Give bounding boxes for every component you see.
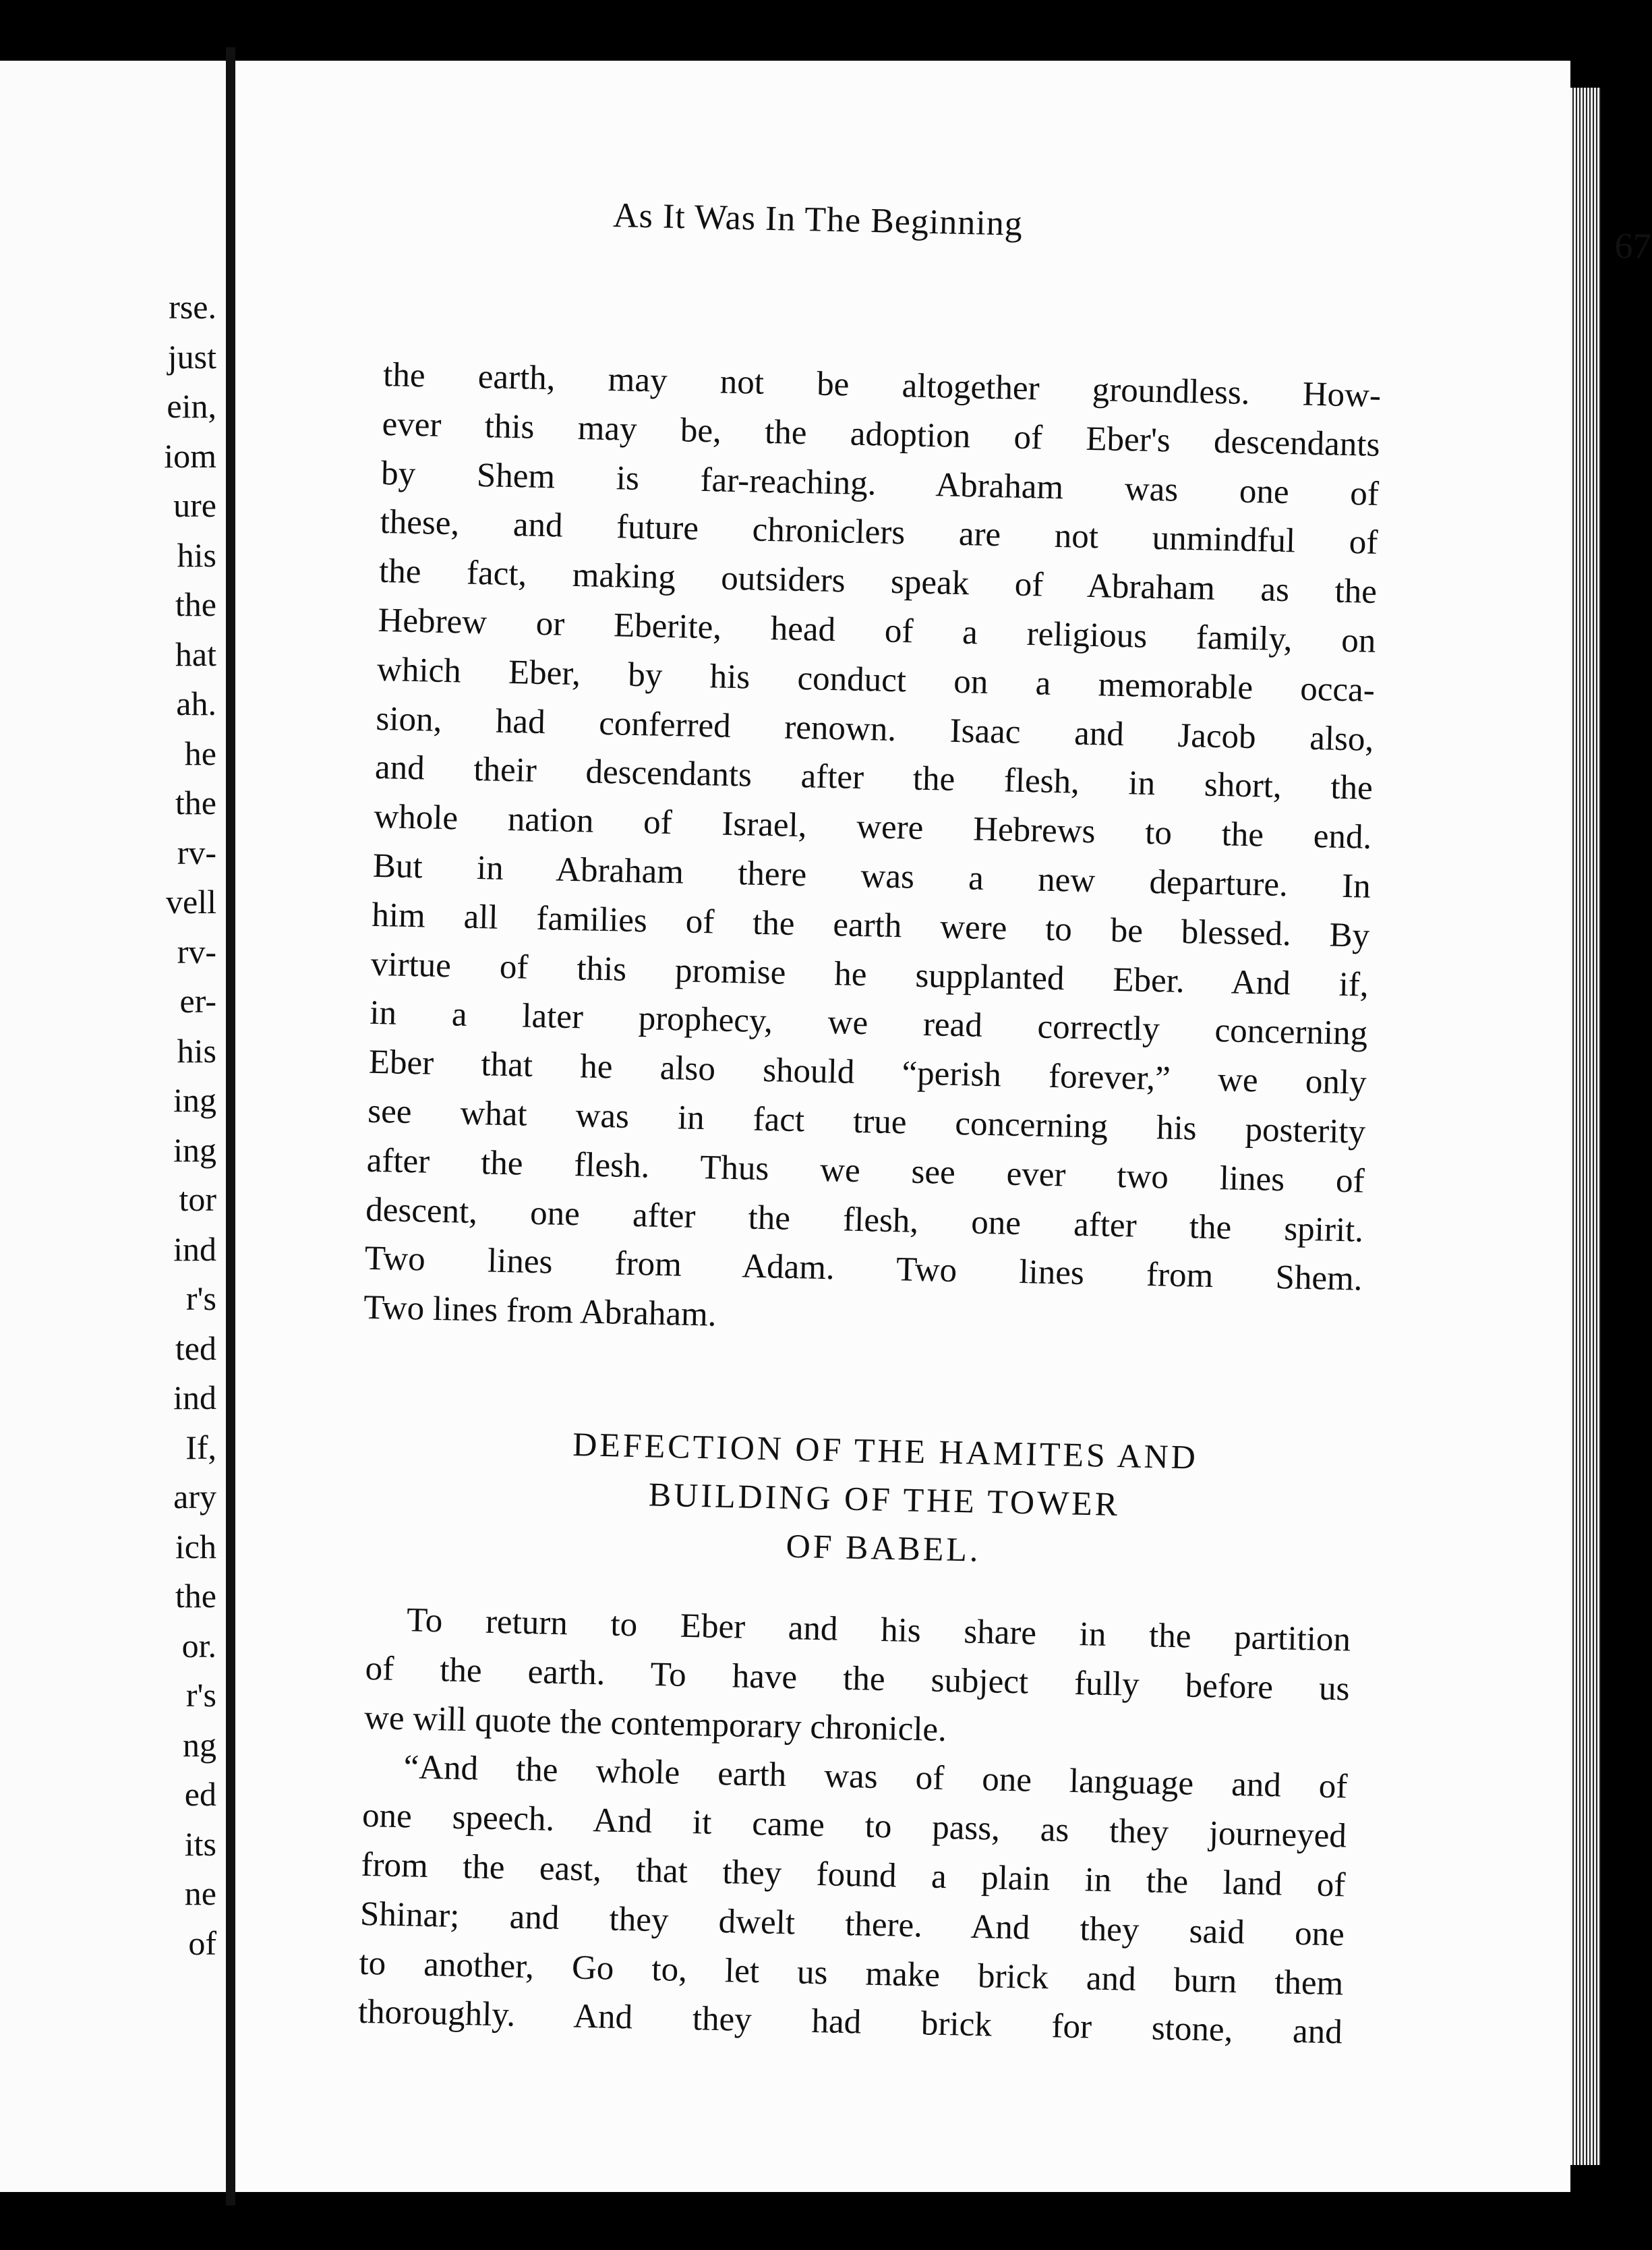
facing-page-fragment: ind [173, 1230, 216, 1268]
text-line: from the east, that they found a plain in the land of [361, 1845, 1346, 1905]
text-line: to another, Go to, let us make brick and burn them [358, 1944, 1344, 2003]
facing-page-fragment: vell [166, 883, 216, 921]
text-line: one speech. And it came to pass, as they journeyed [361, 1797, 1347, 1855]
facing-page-fragment: If, [185, 1428, 216, 1466]
text-line: virtue of this promise he supplanted Eber. And if, [370, 945, 1369, 1004]
section-body [357, 1595, 1351, 2058]
section-heading [407, 1416, 1361, 1582]
text-line: which Eber, by his conduct on a memorable occa- [376, 650, 1376, 710]
text-line: Hebrew or Eberite, head of a religious family, on [378, 601, 1376, 660]
facing-page-fragment: the [175, 585, 216, 623]
text-line: after the flesh. Thus we see ever two lines of [366, 1141, 1365, 1201]
heading-line: BUILDING OF THE TOWER [648, 1475, 1121, 1524]
text-line: ever this may be, the adoption of Eber's descendants [382, 405, 1380, 464]
heading-line: OF BABEL. [786, 1526, 982, 1569]
facing-page-fragment: iom [164, 436, 216, 475]
text-line: and their descendants after the flesh, in short, the [374, 749, 1374, 808]
facing-page-fragment: the [175, 784, 216, 821]
paragraph-continued [363, 351, 1382, 1354]
text-line: Two lines from Adam. Two lines from Shem. [364, 1240, 1363, 1299]
facing-page-fragment: ng [183, 1725, 216, 1764]
facing-page-fragment: its [184, 1824, 216, 1863]
text-line: Two lines from Abraham. [363, 1288, 717, 1334]
heading-line: DEFECTION OF THE HAMITES AND [572, 1425, 1199, 1476]
text-line: whole nation of Israel, were Hebrews to the end. [373, 798, 1372, 857]
facing-page-strip [0, 61, 226, 2192]
text-line: “And the whole earth was of one language and of [403, 1748, 1348, 1806]
facing-page-fragment: or. [181, 1626, 216, 1665]
page-edge-stack [1570, 88, 1601, 2165]
text-line: of the earth. To have the subject fully before us [365, 1649, 1350, 1708]
book-gutter [226, 47, 235, 2205]
text-line: Eber that he also should “perish forever,” we only [368, 1043, 1367, 1102]
facing-page-fragment: er- [179, 982, 216, 1020]
facing-page-fragment: the [175, 1577, 216, 1615]
facing-page-fragment: of [188, 1924, 216, 1962]
facing-page-fragment: rse. [169, 288, 216, 326]
facing-page-fragment: rv- [177, 932, 216, 971]
facing-page-fragment: r's [185, 1279, 216, 1317]
facing-page-fragment: ah. [176, 685, 216, 722]
text-line: him all families of the earth were to be blessed. By [371, 896, 1370, 955]
facing-page-fragment: just [167, 337, 216, 376]
facing-page-fragment: ted [175, 1329, 216, 1367]
text-line: Shinar; and they dwelt there. And they said one [359, 1895, 1345, 1954]
facing-page-fragment: tor [179, 1180, 216, 1218]
text-line: descent, one after the flesh, one after the spirit. [365, 1190, 1364, 1250]
facing-page-fragment: ne [184, 1874, 216, 1912]
facing-page-fragment: his [177, 1031, 216, 1070]
running-head [612, 196, 1651, 271]
text-line: in a later prophecy, we read correctly concerning [369, 994, 1368, 1054]
facing-page-fragment: ure [173, 486, 216, 524]
text-line: To return to Eber and his share in the partition [406, 1601, 1351, 1659]
facing-page-fragment: hat [175, 635, 216, 673]
text-line: we will quote the contemporary chronicle. [363, 1698, 947, 1749]
text-line: these, and future chroniclers are not unmindful of [380, 503, 1378, 562]
text-line: sion, had conferred renown. Isaac and Jacob also, [375, 699, 1374, 759]
facing-page-fragment: ed [184, 1775, 216, 1813]
text-line: thoroughly. And they had brick for stone, and [357, 1993, 1343, 2052]
facing-page-fragment: rv- [177, 833, 216, 871]
text-line: see what was in fact true concerning his posterity [367, 1092, 1366, 1151]
facing-page-fragment: his [177, 536, 216, 574]
page-number: 67 [1614, 225, 1652, 267]
facing-page-fragment: r's [185, 1676, 216, 1714]
facing-page-fragment: ing [173, 1130, 216, 1169]
facing-page-fragment: ary [173, 1478, 216, 1516]
facing-page-fragment: ing [173, 1081, 216, 1119]
running-title: As It Was In The Beginning [612, 196, 1024, 243]
text-line: the earth, may not be altogether groundless. How- [382, 355, 1382, 415]
facing-page-fragment: he [184, 734, 216, 772]
text-line: But in Abraham there was a new departure. In [372, 846, 1371, 906]
facing-page-fragment: ind [173, 1379, 216, 1416]
book-page [235, 61, 1652, 2192]
facing-page-fragment: ein, [167, 387, 216, 425]
text-line: the fact, making outsiders speak of Abraham as the [378, 552, 1378, 612]
text-line: by Shem is far-reaching. Abraham was one of [380, 454, 1380, 513]
facing-page-fragment: ich [175, 1527, 216, 1565]
